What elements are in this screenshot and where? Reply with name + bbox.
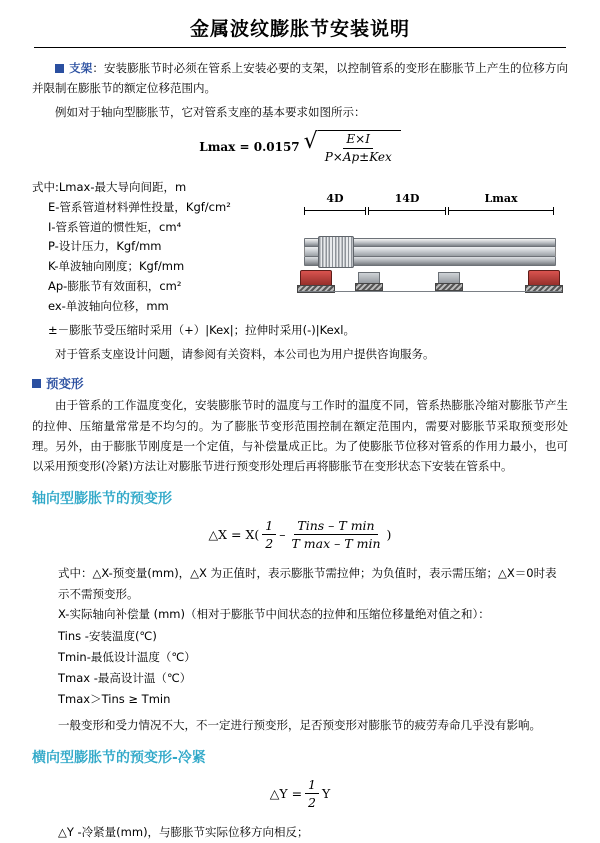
legend-item: ±－膨胀节受压缩时采用（+）|Kex|；拉伸时采用(-)|Kexl。 bbox=[48, 322, 356, 337]
diagram-dimension-row bbox=[294, 192, 564, 214]
axial-equation-temp-fraction bbox=[288, 518, 383, 551]
dimension-lmax bbox=[448, 192, 554, 214]
dimension-4d-bar bbox=[304, 210, 366, 211]
page-title: 金属波纹膨胀节安装说明 bbox=[189, 18, 410, 40]
title-divider bbox=[34, 47, 566, 48]
lateral-equation-lhs: △Y = bbox=[269, 786, 303, 802]
lmax-formula-numerator: E×I bbox=[343, 132, 373, 148]
lmax-formula-denominator: P×Ap±Kex bbox=[324, 149, 392, 164]
axial-predeform-item: Tmax＞Tins ≥ Tmin bbox=[58, 692, 171, 707]
axial-equation-lhs: △X = X( bbox=[208, 526, 260, 542]
axial-predeform-item: X-实际轴向补偿量 (mm)（相对于膨胀节中间状态的拉伸和压缩位移量绝对值之和）： bbox=[58, 607, 490, 622]
axial-predeform-item: Tmin-最低设计温度（℃） bbox=[58, 649, 196, 664]
lmax-formula-radical bbox=[304, 130, 401, 164]
piping-diagram-column bbox=[294, 174, 568, 302]
lmax-formula bbox=[32, 130, 568, 164]
legend-and-diagram-row bbox=[32, 174, 568, 316]
lateral-predeform-lead: △Y -冷紧量(mm)，与膨胀节实际位移方向相反； bbox=[58, 825, 309, 840]
axial-equation-half bbox=[262, 518, 276, 551]
bellows-expansion-joint bbox=[318, 236, 354, 268]
axial-equation-minus: – bbox=[279, 526, 286, 542]
axial-predeform-lead: 式中：△X-预变量(mm)，△X 为正值时，表示膨胀节需拉伸；为负值时，表示需压缩；△X＝0时表示不需预变形。 bbox=[58, 565, 557, 601]
legend-item: ex-单波轴向位移，mm bbox=[48, 298, 169, 313]
axial-predeform-equation bbox=[32, 518, 568, 551]
blue-square-bullet-icon bbox=[32, 379, 41, 388]
lmax-legend bbox=[32, 178, 290, 316]
lmax-legend-tail bbox=[32, 321, 568, 341]
legend-item: E-管系管道材料弹性投量，Kgf/cm² bbox=[48, 199, 231, 214]
dimension-14d-bar bbox=[368, 210, 446, 211]
support-section-paragraph-1-text: 安装膨胀节时必须在管系上安装必要的支架，以控制管系的变形在膨胀节上产生的位移方向并限制在膨胀节的额定位移范围内。 bbox=[32, 61, 569, 96]
axial-predeform-tail: 一般变形和受力情况不大，不一定进行预变形，足否预变形对膨胀节的疲劳寿命几乎没有影响。 bbox=[58, 717, 541, 732]
predeform-paragraph-1: 由于管系的工作温度变化，安装膨胀节时的温度与工作时的温度不同，管系热膨胀冷缩对膨胀节产生的拉伸、压缩量常常是不均匀的。为了膨胀节变形范围控制在额定范围内，需要对膨胀节采取预变形处理。另外，由于膨胀节刚度是一个定值，与补偿量成正比。为了使膨胀节位移对管系的作用力最小，也可以采用预变形(冷紧)方法让对膨胀节进行预变形处理后再将膨胀节在变形状态下安装在管系中。 bbox=[32, 398, 568, 473]
axial-equation-half-den: 2 bbox=[265, 535, 274, 551]
blue-square-bullet-icon bbox=[55, 64, 64, 73]
dimension-lmax-label: Lmax bbox=[484, 192, 518, 206]
axial-predeform-item: Tmax -最高设计温（℃） bbox=[58, 671, 192, 686]
legend-item: K-单波轴向刚度；Kgf/mm bbox=[48, 259, 185, 274]
lmax-formula-lhs: Lmax = 0.0157 bbox=[199, 140, 300, 155]
axial-predeform-items bbox=[32, 604, 568, 710]
document-content bbox=[0, 58, 600, 843]
dimension-lmax-bar bbox=[448, 210, 554, 211]
axial-predeform-heading: 轴向型膨胀节的预变形 bbox=[32, 490, 172, 507]
piping-support-diagram bbox=[294, 192, 564, 302]
lateral-equation-rhs: Y bbox=[322, 786, 331, 802]
predeform-section-heading bbox=[32, 374, 568, 392]
main-anchor-right bbox=[528, 270, 560, 288]
legend-item: P-设计压力，Kgf/mm bbox=[48, 239, 162, 254]
legend-item: I-管系管道的惯性矩，cm⁴ bbox=[48, 219, 182, 234]
document-page bbox=[0, 14, 600, 840]
guide-support-2 bbox=[438, 272, 460, 286]
dimension-4d bbox=[304, 192, 366, 214]
support-section-paragraph-1: 支架：安装膨胀节时必须在管系上安装必要的支架，以控制管系的变形在膨胀节上产生的位移方向并限制在膨胀节的额定位移范围内。 bbox=[32, 61, 569, 96]
axial-equation-temp-num: Tins – T min bbox=[294, 518, 377, 535]
axial-equation-temp-den: T max – T min bbox=[291, 535, 381, 551]
axial-equation-rhs: ) bbox=[386, 526, 392, 542]
dimension-4d-label: 4D bbox=[326, 192, 344, 206]
main-anchor-left bbox=[300, 270, 332, 288]
radical-sign-icon: √ bbox=[303, 129, 318, 155]
axial-equation-half-num: 1 bbox=[262, 518, 276, 535]
axial-predeform-item: Tins -安装温度(℃) bbox=[58, 628, 157, 643]
dimension-14d-label: 14D bbox=[394, 192, 420, 206]
predeform-section-heading-label: 预变形 bbox=[46, 376, 84, 392]
dimension-14d bbox=[368, 192, 446, 214]
support-section-paragraph-2: 例如对于轴向型膨胀节，它对管系支座的基本要求如图所示： bbox=[55, 105, 366, 120]
lateral-equation-half-den: 2 bbox=[308, 795, 316, 811]
legend-item: Ap-膨胀节有效面积，cm² bbox=[48, 278, 182, 293]
lateral-predeform-equation bbox=[32, 777, 568, 810]
guide-support-1 bbox=[358, 272, 380, 286]
lateral-equation-half-num: 1 bbox=[305, 777, 319, 794]
support-section-heading: 支架 bbox=[69, 61, 93, 75]
lateral-predeform-heading: 横向型膨胀节的预变形-冷紧 bbox=[32, 750, 206, 767]
legend-item: 式中:Lmax-最大导向间距，m bbox=[32, 180, 187, 195]
lateral-equation-half bbox=[305, 777, 319, 810]
support-section-closing: 对于管系支座设计问题，请参阅有关资料，本公司也为用户提供咨询服务。 bbox=[55, 347, 435, 362]
pipe-assembly bbox=[294, 216, 564, 300]
ground-line bbox=[298, 291, 562, 292]
